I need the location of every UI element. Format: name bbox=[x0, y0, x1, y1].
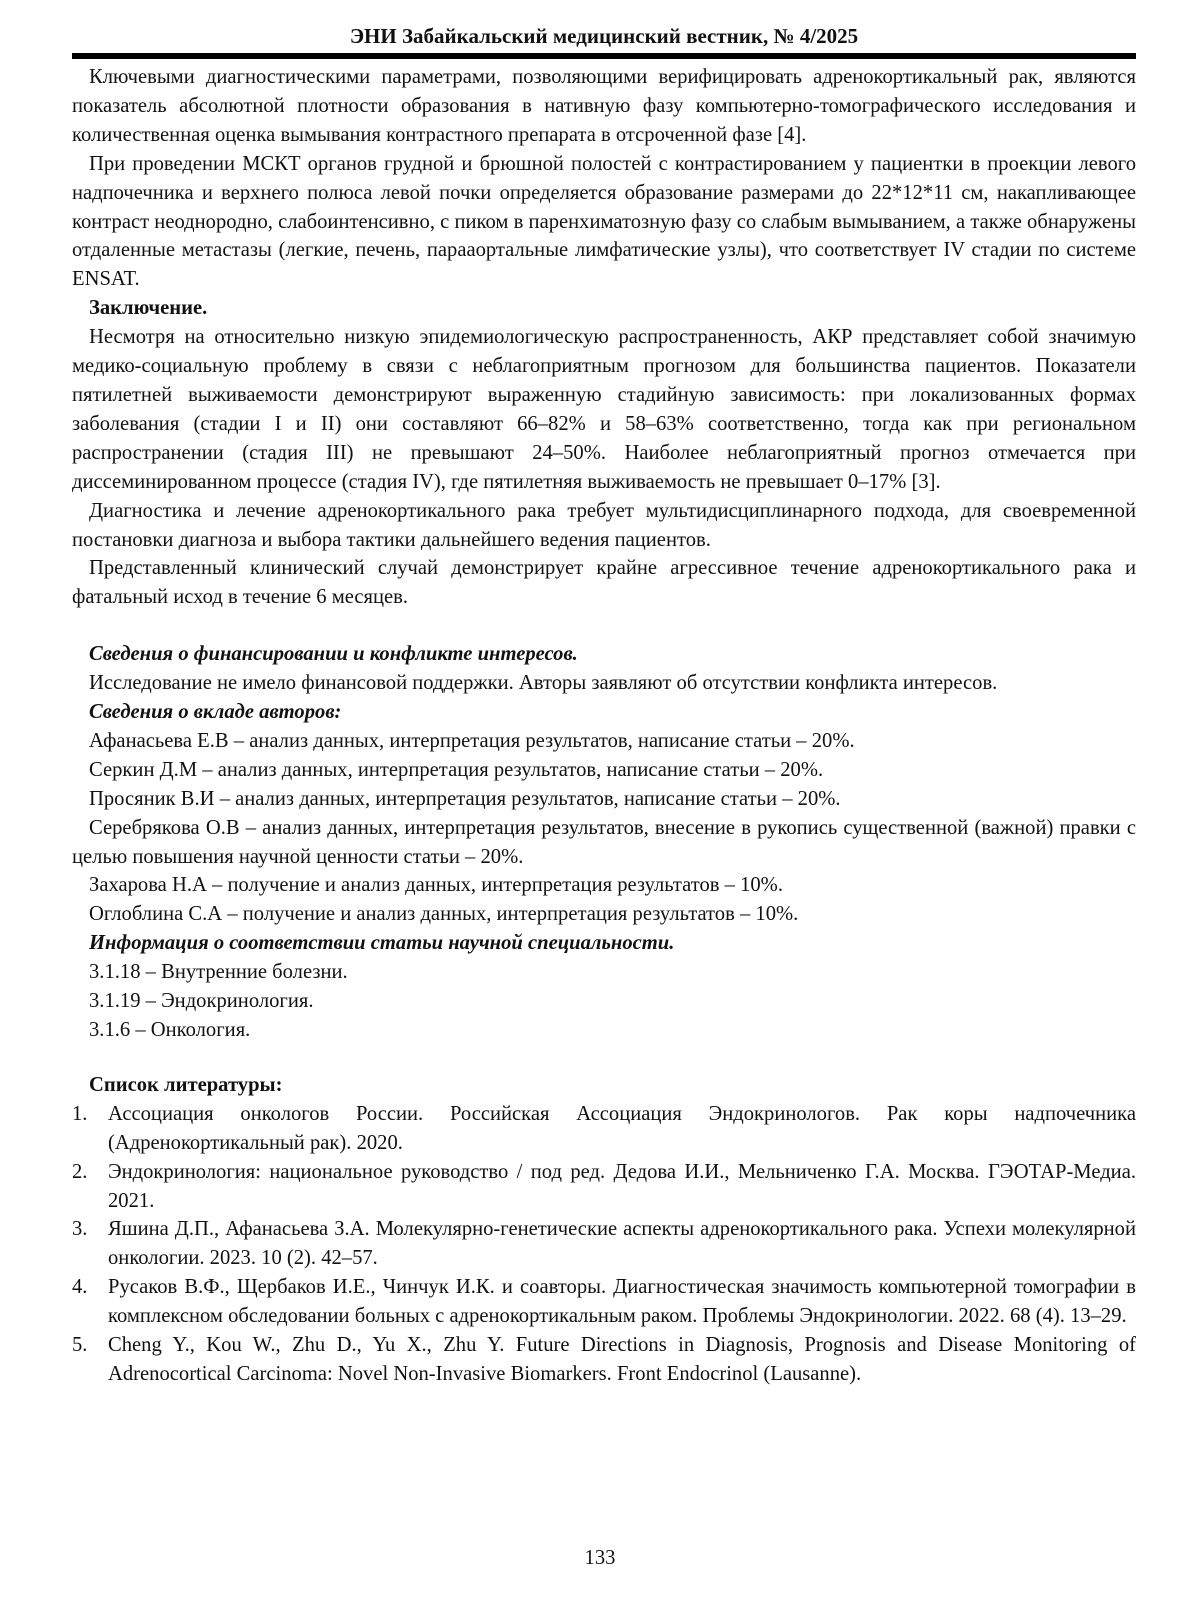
reference-number: 3. bbox=[72, 1218, 88, 1241]
reference-item bbox=[72, 1215, 1136, 1273]
reference-item bbox=[72, 1331, 1136, 1389]
contribution-item: Захарова Н.А – получение и анализ данных, интерпретация результатов – 10%. bbox=[89, 874, 783, 897]
contribution-item: Оглоблина С.А – получение и анализ данных, интерпретация результатов – 10%. bbox=[89, 903, 799, 926]
reference-text: Яшина Д.П., Афанасьева З.А. Молекулярно-генетические аспекты адренокортикального рака. Успехи молекулярной онкологии. 2023. 10 (2). 42–57. bbox=[108, 1218, 1136, 1270]
reference-item bbox=[72, 1273, 1136, 1331]
reference-text: Русаков В.Ф., Щербаков И.Е., Чинчук И.К. и соавторы. Диагностическая значимость компьютерной томографии в комплексном обследовании больных с адренокортикальным раком. Проблемы Эндокринологии. 2022. 68 (4). 13–29. bbox=[108, 1276, 1136, 1328]
reference-number: 4. bbox=[72, 1276, 88, 1299]
paragraph-multidisciplinary: Диагностика и лечение адренокортикального рака требует мультидисциплинарного подхода, для своевременной постановки диагноза и выбора тактики дальнейшего ведения пациентов. bbox=[72, 499, 1136, 551]
specialty-item: 3.1.18 – Внутренние болезни. bbox=[89, 961, 348, 984]
specialty-item: 3.1.19 – Эндокринология. bbox=[89, 990, 314, 1013]
specialty-item: 3.1.6 – Онкология. bbox=[89, 1019, 251, 1041]
contribution-item: Серебрякова О.В – анализ данных, интерпретация результатов, внесение в рукопись существенной (важной) правки с целью повышения научной ценности статьи – 20%. bbox=[72, 816, 1136, 868]
reference-number: 2. bbox=[72, 1160, 88, 1183]
reference-text: Cheng Y., Kou W., Zhu D., Yu X., Zhu Y. Future Directions in Diagnosis, Prognosis and Disease Monitoring of Adrenocortical Carcinoma: Novel Non-Invasive Biomarkers. Front Endocrinol (Lausanne). bbox=[108, 1334, 1136, 1385]
reference-text: Эндокринология: национальное руководство / под ред. Дедова И.И., Мельниченко Г.А. Москва. ГЭОТАР-Медиа. 2021. bbox=[108, 1160, 1136, 1212]
reference-list bbox=[72, 1100, 1136, 1389]
contributions-heading: Сведения о вкладе авторов: bbox=[89, 701, 342, 724]
specialty-heading: Информация о соответствии статьи научной специальности. bbox=[89, 932, 675, 955]
header-rule bbox=[72, 53, 1136, 59]
paragraph-conclusion-survival: Несмотря на относительно низкую эпидемиологическую распространенность, АКР представляет собой значимую медико-социальную проблему в связи с неблагоприятным прогнозом для большинства пациентов. Показатели пятилетней выживаемости демонстрируют выраженную стадийную зависимость: при локализованных формах заболевания (стадии I и II) они составляют 66–82% и 58–63% соответственно, тогда как при региональном распространении (стадия III) не превышают 24–50%. Наиболее неблагоприятный прогноз отмечается при диссеминированном процессе (стадия IV), где пятилетняя выживаемость не превышает 0–17% [3]. bbox=[72, 326, 1136, 493]
journal-running-head: ЭНИ Забайкальский медицинский вестник, № 4/2025 bbox=[349, 24, 859, 48]
funding-text: Исследование не имело финансовой поддержки. Авторы заявляют об отсутствии конфликта интересов. bbox=[89, 672, 998, 695]
section-spacer bbox=[72, 612, 1136, 640]
contribution-item: Просяник В.И – анализ данных, интерпретация результатов, написание статьи – 20%. bbox=[89, 787, 841, 810]
page-number: 133 bbox=[584, 1547, 616, 1569]
reference-number: 5. bbox=[72, 1334, 88, 1357]
funding-heading: Сведения о финансировании и конфликте интересов. bbox=[89, 643, 578, 666]
reference-item bbox=[72, 1100, 1136, 1158]
contribution-item: Серкин Д.М – анализ данных, интерпретация результатов, написание статьи – 20%. bbox=[89, 758, 824, 781]
paragraph-clinical-case: Представленный клинический случай демонстрирует крайне агрессивное течение адренокортикального рака и фатальный исход в течение 6 месяцев. bbox=[72, 557, 1136, 609]
reference-number: 1. bbox=[72, 1102, 88, 1125]
conclusion-heading: Заключение. bbox=[89, 297, 208, 320]
article-content bbox=[72, 63, 1136, 1389]
paragraph-diagnostic-parameters: Ключевыми диагностическими параметрами, позволяющими верифицировать адренокортикальный рак, являются показатель абсолютной плотности образования в нативную фазу компьютерно-томографического исследования и количественная оценка вымывания контрастного препарата в отсроченной фазе [4]. bbox=[72, 66, 1136, 146]
section-spacer bbox=[72, 1045, 1136, 1071]
reference-item bbox=[72, 1158, 1136, 1216]
reference-text: Ассоциация онкологов России. Российская Ассоциация Эндокринологов. Рак коры надпочечника (Адренокортикальный рак). 2020. bbox=[108, 1102, 1136, 1154]
contribution-item: Афанасьева Е.В – анализ данных, интерпретация результатов, написание статьи – 20%. bbox=[89, 729, 855, 752]
references-heading: Список литературы: bbox=[89, 1073, 283, 1096]
page bbox=[72, 22, 1136, 1389]
paragraph-msct-findings: При проведении МСКТ органов грудной и брюшной полостей с контрастированием у пациентки в проекции левого надпочечника и верхнего полюса левой почки определяется образование размерами до 22*12*11 см, накапливающее контраст неоднородно, слабоинтенсивно, с пиком в паренхиматозную фазу со слабым вымыванием, а также обнаружены отдаленные метастазы (легкие, печень, парааортальные лимфатические узлы), что соответствует IV стадии по системе ENSAT. bbox=[72, 152, 1136, 291]
